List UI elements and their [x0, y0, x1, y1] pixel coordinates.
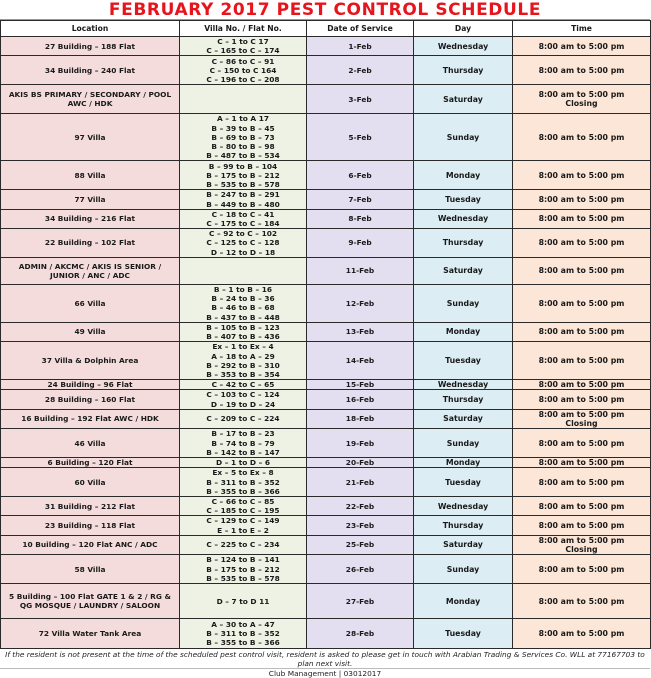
date-cell: 5-Feb [307, 114, 414, 161]
table-row [1, 56, 651, 85]
table-row [1, 390, 651, 409]
table-row [1, 229, 651, 258]
time-range: 8:00 am to 5:00 pm [538, 596, 625, 606]
location-cell: AKIS BS PRIMARY / SECONDARY / POOL AWC / HDK [1, 85, 180, 114]
column-header-location: Location [1, 21, 180, 37]
villa-range: B – 407 to B – 436 [206, 332, 280, 342]
table-row [1, 342, 651, 380]
table-header-row [1, 21, 651, 37]
time-range: 8:00 am to 5:00 pm [538, 521, 625, 531]
time-cell [513, 390, 651, 409]
villa-range: B – 80 to B – 98 [211, 142, 275, 152]
location-cell: 31 Building – 212 Flat [1, 497, 180, 516]
day-cell: Monday [414, 322, 513, 341]
table-row [1, 114, 651, 161]
location-cell: 16 Building – 192 Flat AWC / HDK [1, 409, 180, 428]
date-cell: 19-Feb [307, 429, 414, 458]
villa-range-cell [180, 619, 307, 649]
villa-range: B – 105 to B – 123 [206, 322, 280, 332]
day-cell: Sunday [414, 114, 513, 161]
villa-range: B – 292 to B – 310 [206, 360, 280, 370]
day-cell: Wednesday [414, 497, 513, 516]
time-range: 8:00 am to 5:00 pm [538, 409, 625, 419]
villa-range-cell [180, 516, 307, 535]
date-cell: 22-Feb [307, 497, 414, 516]
time-cell [513, 380, 651, 390]
villa-range-cell [180, 85, 307, 114]
villa-range: C – 209 to C – 224 [206, 414, 280, 424]
villa-range-cell [180, 555, 307, 584]
date-cell: 27-Feb [307, 584, 414, 619]
villa-range: B – 311 to B – 352 [206, 629, 280, 639]
day-cell: Monday [414, 161, 513, 190]
time-range: 8:00 am to 5:00 pm [538, 90, 625, 100]
date-cell: 21-Feb [307, 468, 414, 497]
day-cell: Tuesday [414, 468, 513, 497]
column-header-date: Date of Service [307, 21, 414, 37]
day-cell: Thursday [414, 229, 513, 258]
day-cell: Tuesday [414, 342, 513, 380]
location-cell: 24 Building – 96 Flat [1, 380, 180, 390]
villa-range: C – 225 to C – 234 [206, 540, 280, 550]
villa-range: A – 1 to A 17 [216, 114, 270, 124]
villa-range-cell [180, 190, 307, 209]
date-cell: 20-Feb [307, 458, 414, 468]
date-cell: 6-Feb [307, 161, 414, 190]
time-range: 8:00 am to 5:00 pm [538, 195, 625, 205]
table-row [1, 37, 651, 56]
villa-range: A – 30 to A – 47 [211, 619, 275, 629]
villa-range: B – 39 to B – 45 [211, 123, 275, 133]
villa-range: A – 18 to A – 29 [211, 351, 275, 361]
schedule-table [0, 20, 651, 649]
time-cell [513, 497, 651, 516]
day-cell: Sunday [414, 429, 513, 458]
location-cell: 37 Villa & Dolphin Area [1, 342, 180, 380]
location-cell: 6 Building – 120 Flat [1, 458, 180, 468]
villa-range: B – 142 to B – 147 [206, 447, 280, 457]
villa-range: C – 86 to C – 91 [211, 56, 275, 66]
day-cell: Sunday [414, 284, 513, 322]
table-row [1, 190, 651, 209]
villa-range: C – 125 to C – 128 [206, 238, 280, 248]
table-row [1, 468, 651, 497]
location-cell: 28 Building – 160 Flat [1, 390, 180, 409]
time-cell [513, 56, 651, 85]
villa-range: B – 1 to B – 16 [213, 284, 273, 294]
date-cell: 14-Feb [307, 342, 414, 380]
time-range: 8:00 am to 5:00 pm [538, 132, 625, 142]
time-range: 8:00 am to 5:00 pm [538, 298, 625, 308]
time-range: 8:00 am to 5:00 pm [538, 477, 625, 487]
time-cell [513, 190, 651, 209]
time-cell [513, 584, 651, 619]
day-cell: Wednesday [414, 209, 513, 228]
time-cell [513, 209, 651, 228]
day-cell: Thursday [414, 56, 513, 85]
villa-range: D – 12 to D – 18 [210, 247, 276, 257]
time-cell [513, 468, 651, 497]
table-row [1, 380, 651, 390]
footer-note: If the resident is not present at the time of the scheduled pest control visit, resident is asked to please get in touch with Arabian Trading & Services Co. WLL at 77167703 to plan next visit. [0, 649, 650, 669]
location-cell: 97 Villa [1, 114, 180, 161]
villa-range-cell [180, 409, 307, 428]
date-cell: 11-Feb [307, 257, 414, 284]
day-cell: Tuesday [414, 190, 513, 209]
villa-range: B – 535 to B – 578 [206, 573, 280, 583]
closing-note: Closing [565, 545, 598, 555]
table-body [1, 37, 651, 649]
villa-range: B – 74 to B – 79 [211, 438, 275, 448]
time-cell [513, 284, 651, 322]
date-cell: 13-Feb [307, 322, 414, 341]
location-cell: 27 Building – 188 Flat [1, 37, 180, 56]
table-row [1, 458, 651, 468]
location-cell: 34 Building – 216 Flat [1, 209, 180, 228]
date-cell: 15-Feb [307, 380, 414, 390]
location-cell: 77 Villa [1, 190, 180, 209]
villa-range-cell [180, 535, 307, 554]
villa-range: D – 19 to D – 24 [210, 399, 276, 409]
time-cell [513, 535, 651, 554]
villa-range-cell [180, 390, 307, 409]
date-cell: 2-Feb [307, 56, 414, 85]
time-cell [513, 555, 651, 584]
day-cell: Saturday [414, 85, 513, 114]
time-range: 8:00 am to 5:00 pm [538, 380, 625, 390]
time-range: 8:00 am to 5:00 pm [538, 629, 625, 639]
villa-range: B – 99 to B – 104 [208, 161, 278, 171]
date-cell: 12-Feb [307, 284, 414, 322]
villa-range-cell [180, 161, 307, 190]
table-row [1, 619, 651, 649]
day-cell: Tuesday [414, 619, 513, 649]
villa-range: B – 247 to B – 291 [206, 190, 280, 200]
location-cell: 88 Villa [1, 161, 180, 190]
time-range: 8:00 am to 5:00 pm [538, 266, 625, 276]
villa-range-cell [180, 342, 307, 380]
time-cell [513, 322, 651, 341]
villa-range: C – 175 to C – 184 [206, 219, 280, 229]
day-cell: Sunday [414, 555, 513, 584]
villa-range: B – 124 to B – 141 [206, 555, 280, 565]
closing-note: Closing [565, 419, 598, 429]
column-header-time: Time [513, 21, 651, 37]
time-cell [513, 619, 651, 649]
time-range: 8:00 am to 5:00 pm [538, 564, 625, 574]
villa-range-cell [180, 229, 307, 258]
date-cell: 25-Feb [307, 535, 414, 554]
day-cell: Saturday [414, 409, 513, 428]
day-cell: Monday [414, 458, 513, 468]
location-cell: 72 Villa Water Tank Area [1, 619, 180, 649]
location-cell: ADMIN / AKCMC / AKIS IS SENIOR / JUNIOR / ANC / ADC [1, 257, 180, 284]
villa-range: C – 42 to C – 65 [211, 380, 275, 390]
day-cell: Wednesday [414, 380, 513, 390]
villa-range-cell [180, 468, 307, 497]
table-row [1, 284, 651, 322]
location-cell: 66 Villa [1, 284, 180, 322]
villa-range: B – 535 to B – 578 [206, 180, 280, 190]
location-cell: 10 Building – 120 Flat ANC / ADC [1, 535, 180, 554]
villa-range: C – 129 to C – 149 [206, 516, 280, 526]
villa-range-cell [180, 284, 307, 322]
time-cell [513, 114, 651, 161]
date-cell: 16-Feb [307, 390, 414, 409]
time-range: 8:00 am to 5:00 pm [538, 356, 625, 366]
villa-range-cell [180, 37, 307, 56]
villa-range: B – 69 to B – 73 [211, 132, 275, 142]
villa-range: B – 353 to B – 354 [206, 369, 280, 379]
table-row [1, 322, 651, 341]
day-cell: Monday [414, 584, 513, 619]
closing-note: Closing [565, 99, 598, 109]
villa-range: B – 355 to B – 366 [206, 486, 280, 496]
villa-range: B – 449 to B – 480 [206, 199, 280, 209]
table-row [1, 209, 651, 228]
table-row [1, 584, 651, 619]
location-cell: 5 Building – 100 Flat GATE 1 & 2 / RG & QG MOSQUE / LAUNDRY / SALOON [1, 584, 180, 619]
table-row [1, 257, 651, 284]
time-cell [513, 429, 651, 458]
villa-range: B – 437 to B – 448 [206, 312, 280, 322]
date-cell: 1-Feb [307, 37, 414, 56]
footer-signature: Club Management | 03012017 [268, 669, 382, 678]
villa-range: B – 24 to B – 36 [211, 294, 275, 304]
date-cell: 9-Feb [307, 229, 414, 258]
date-cell: 23-Feb [307, 516, 414, 535]
villa-range: C – 18 to C – 41 [211, 209, 275, 219]
villa-range: B – 46 to B – 68 [211, 303, 275, 313]
villa-range-cell [180, 429, 307, 458]
villa-range: B – 311 to B – 352 [206, 477, 280, 487]
table-row [1, 497, 651, 516]
time-cell [513, 85, 651, 114]
location-cell: 46 Villa [1, 429, 180, 458]
villa-range: C – 185 to C – 195 [206, 506, 280, 516]
time-range: 8:00 am to 5:00 pm [538, 501, 625, 511]
column-header-villa: Villa No. / Flat No. [180, 21, 307, 37]
location-cell: 34 Building – 240 Flat [1, 56, 180, 85]
table-row [1, 516, 651, 535]
villa-range-cell [180, 114, 307, 161]
villa-range: C – 66 to C – 85 [211, 497, 275, 507]
time-cell [513, 409, 651, 428]
table-row [1, 409, 651, 428]
villa-range: C – 150 to C 164 [209, 65, 277, 75]
villa-range: C – 103 to C – 124 [206, 390, 280, 400]
footer [0, 649, 650, 678]
villa-range: Ex – 1 to Ex – 4 [212, 342, 274, 352]
table-row [1, 429, 651, 458]
villa-range: B – 355 to B – 366 [206, 638, 280, 648]
time-range: 8:00 am to 5:00 pm [538, 395, 625, 405]
time-range: 8:00 am to 5:00 pm [538, 327, 625, 337]
villa-range: D – 7 to D 11 [216, 596, 270, 606]
time-cell [513, 516, 651, 535]
column-header-day: Day [414, 21, 513, 37]
location-cell: 60 Villa [1, 468, 180, 497]
date-cell: 7-Feb [307, 190, 414, 209]
table-row [1, 85, 651, 114]
table-row [1, 555, 651, 584]
villa-range: C – 92 to C – 102 [209, 229, 277, 239]
day-cell: Thursday [414, 516, 513, 535]
villa-range-cell [180, 322, 307, 341]
time-range: 8:00 am to 5:00 pm [538, 438, 625, 448]
date-cell: 28-Feb [307, 619, 414, 649]
day-cell: Saturday [414, 257, 513, 284]
time-range: 8:00 am to 5:00 pm [538, 238, 625, 248]
villa-range: C – 1 to C 17 [217, 37, 269, 46]
day-cell: Thursday [414, 390, 513, 409]
time-cell [513, 161, 651, 190]
time-cell [513, 229, 651, 258]
table-row [1, 535, 651, 554]
time-range: 8:00 am to 5:00 pm [538, 535, 625, 545]
villa-range-cell [180, 458, 307, 468]
time-cell [513, 458, 651, 468]
villa-range: B – 487 to B – 534 [206, 151, 280, 161]
date-cell: 8-Feb [307, 209, 414, 228]
date-cell: 18-Feb [307, 409, 414, 428]
villa-range-cell [180, 497, 307, 516]
time-range: 8:00 am to 5:00 pm [538, 65, 625, 75]
time-range: 8:00 am to 5:00 pm [538, 170, 625, 180]
villa-range: C – 196 to C – 208 [206, 75, 280, 84]
location-cell: 49 Villa [1, 322, 180, 341]
day-cell: Saturday [414, 535, 513, 554]
villa-range-cell [180, 209, 307, 228]
villa-range: B – 175 to B – 212 [206, 170, 280, 180]
villa-range: E – 1 to E – 2 [217, 525, 269, 535]
time-cell [513, 37, 651, 56]
time-range: 8:00 am to 5:00 pm [538, 41, 625, 51]
location-cell: 23 Building – 118 Flat [1, 516, 180, 535]
location-cell: 22 Building – 102 Flat [1, 229, 180, 258]
villa-range-cell [180, 584, 307, 619]
time-range: 8:00 am to 5:00 pm [538, 458, 625, 468]
date-cell: 3-Feb [307, 85, 414, 114]
villa-range: Ex – 5 to Ex – 8 [212, 468, 274, 478]
table-row [1, 161, 651, 190]
villa-range: D – 1 to D – 6 [216, 458, 270, 468]
time-range: 8:00 am to 5:00 pm [538, 214, 625, 224]
day-cell: Wednesday [414, 37, 513, 56]
villa-range: B – 175 to B – 212 [206, 564, 280, 574]
villa-range-cell [180, 257, 307, 284]
villa-range-cell [180, 380, 307, 390]
villa-range: C – 165 to C – 174 [206, 46, 280, 56]
time-cell [513, 257, 651, 284]
villa-range-cell [180, 56, 307, 85]
location-cell: 58 Villa [1, 555, 180, 584]
date-cell: 26-Feb [307, 555, 414, 584]
schedule-title: FEBRUARY 2017 PEST CONTROL SCHEDULE [0, 0, 650, 20]
villa-range: B – 17 to B – 23 [211, 429, 275, 439]
time-cell [513, 342, 651, 380]
